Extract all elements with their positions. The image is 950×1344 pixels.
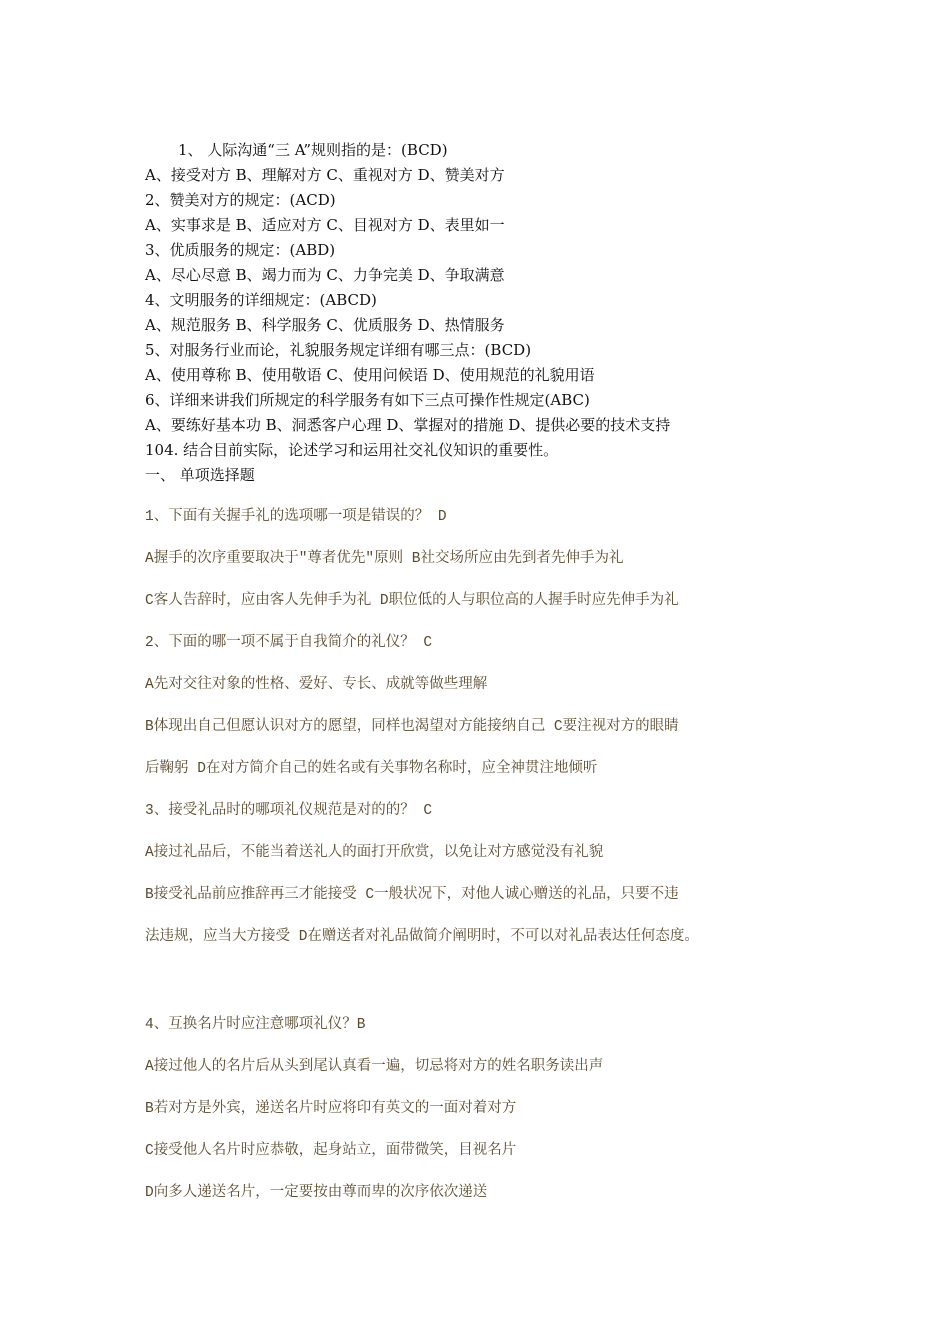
mc-question-4-option-d: D向多人递送名片，一定要按由尊而卑的次序依次递送 — [145, 1185, 488, 1201]
mc-question-2-options-cd: 后鞠躬 D在对方简介自己的姓名或有关事物名称时，应全神贯注地倾听 — [145, 761, 598, 777]
question-3-options: A、尽心尽意 B、竭力而为 C、力争完美 D、争取满意 — [145, 266, 505, 284]
essay-question-104: 104. 结合目前实际，论述学习和运用社交礼仪知识的重要性。 — [145, 441, 559, 459]
mc-question-3-options-cd: 法违规，应当大方接受 D在赠送者对礼品做简介阐明时，不可以对礼品表达任何态度。 — [145, 929, 699, 945]
question-4-title: 4、文明服务的详细规定：(ABCD) — [145, 291, 377, 309]
mc-question-4-option-a: A接过他人的名片后从头到尾认真看一遍，切忌将对方的姓名职务读出声 — [145, 1059, 604, 1075]
mc-question-4: 4、互换名片时应注意哪项礼仪？B — [145, 1017, 366, 1033]
mc-question-3-options-bc: B接受礼品前应推辞再三才能接受 C一般状况下，对他人诚心赠送的礼品，只要不违 — [145, 887, 679, 903]
section-heading: 一、 单项选择题 — [145, 466, 255, 484]
question-4-options: A、规范服务 B、科学服务 C、优质服务 D、热情服务 — [145, 316, 505, 334]
mc-question-1: 1、下面有关握手礼的选项哪一项是错误的？ D — [145, 509, 447, 525]
mc-question-3-option-a: A接过礼品后，不能当着送礼人的面打开欣赏，以免让对方感觉没有礼貌 — [145, 845, 604, 861]
mc-question-1-options-cd: C客人告辞时，应由客人先伸手为礼 D职位低的人与职位高的人握手时应先伸手为礼 — [145, 593, 679, 609]
question-2-options: A、实事求是 B、适应对方 C、目视对方 D、表里如一 — [145, 216, 505, 234]
question-1-options: A、接受对方 B、理解对方 C、重视对方 D、赞美对方 — [145, 166, 505, 184]
mc-question-4-option-b: B若对方是外宾，递送名片时应将印有英文的一面对着对方 — [145, 1101, 517, 1117]
question-1-title: 1、 人际沟通“三 A”规则指的是：(BCD) — [178, 141, 448, 159]
question-6-options: A、要练好基本功 B、洞悉客户心理 D、掌握对的措施 D、提供必要的技术支持 — [145, 416, 671, 434]
question-5-title: 5、对服务行业而论，礼貌服务规定详细有哪三点：(BCD) — [145, 341, 532, 359]
mc-question-2-options-bc: B体现出自己但愿认识对方的愿望，同样也渴望对方能接纳自己 C要注视对方的眼睛 — [145, 719, 679, 735]
mc-question-3: 3、接受礼品时的哪项礼仪规范是对的的？ C — [145, 803, 433, 819]
mc-question-1-options-ab: A握手的次序重要取决于"尊者优先"原则 B社交场所应由先到者先伸手为礼 — [145, 551, 624, 567]
mc-question-4-option-c: C接受他人名片时应恭敬，起身站立，面带微笑，目视名片 — [145, 1143, 517, 1159]
question-2-title: 2、赞美对方的规定：(ACD) — [145, 191, 336, 209]
mc-question-2: 2、下面的哪一项不属于自我简介的礼仪？ C — [145, 635, 433, 651]
mc-question-2-option-a: A先对交往对象的性格、爱好、专长、成就等做些理解 — [145, 677, 488, 693]
question-6-title: 6、详细来讲我们所规定的科学服务有如下三点可操作性规定(ABC) — [145, 391, 590, 409]
question-3-title: 3、优质服务的规定：(ABD) — [145, 241, 336, 259]
question-5-options: A、使用尊称 B、使用敬语 C、使用问候语 D、使用规范的礼貌用语 — [145, 366, 595, 384]
